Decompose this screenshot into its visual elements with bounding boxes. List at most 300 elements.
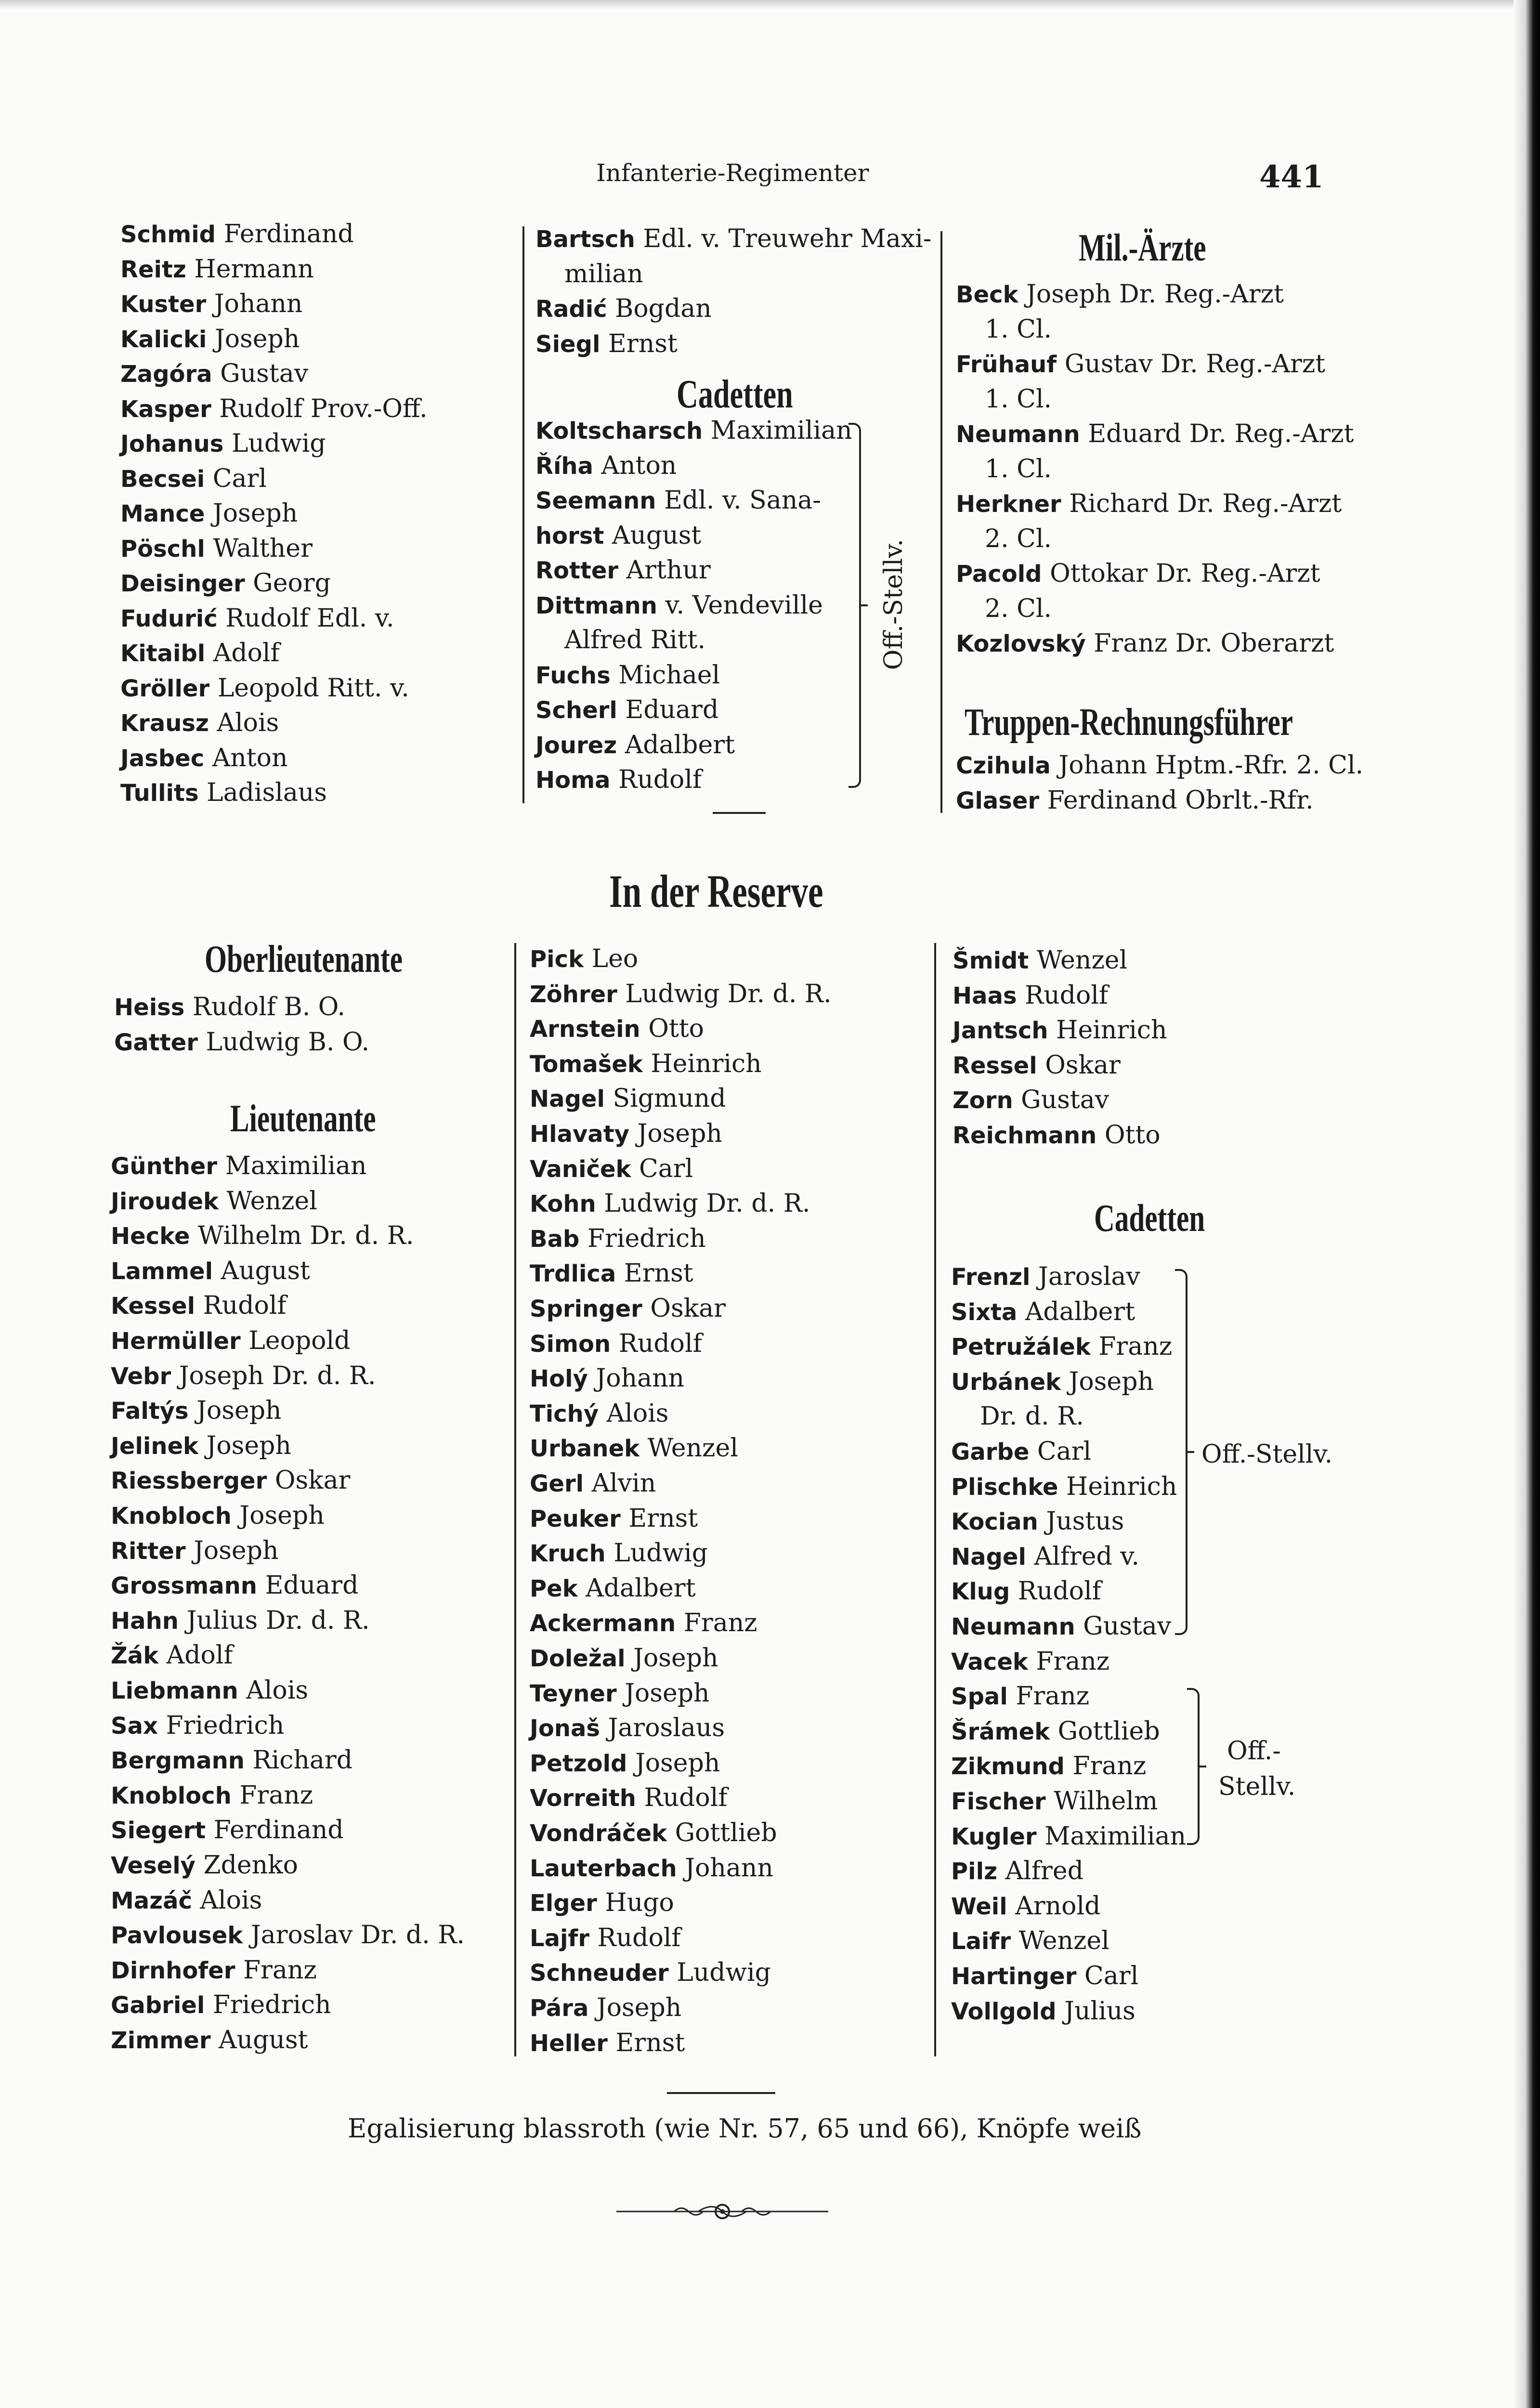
name-entry: [111, 1258, 310, 1283]
given-name: Alfred v.: [1034, 1542, 1140, 1571]
given-name: Gustav: [1021, 1086, 1109, 1115]
given-name: Gustav: [220, 359, 309, 388]
surname: Arnstein: [530, 1016, 640, 1043]
surname: Kozlovský: [956, 630, 1086, 657]
name-entry: [530, 1331, 702, 1356]
given-name: Richard: [252, 1746, 352, 1775]
given-name: Carl: [1084, 1962, 1139, 1990]
ornament-icon: [616, 2197, 828, 2228]
name-entry: [111, 1990, 331, 2020]
given-name: Leo: [591, 944, 639, 973]
name-entry: [535, 226, 931, 251]
given-name: Gottlieb: [1057, 1716, 1160, 1746]
given-name: Franz: [1016, 1682, 1090, 1711]
given-name: Leopold: [248, 1326, 351, 1355]
given-name: Rudolf: [618, 1329, 702, 1358]
surname: horst: [535, 522, 604, 550]
given-name: Otto: [648, 1014, 704, 1044]
surname: Petružálek: [951, 1334, 1091, 1361]
given-name: Adolf: [213, 639, 280, 667]
name-entry: [120, 361, 308, 386]
name-entry: [951, 1544, 1139, 1569]
name-entry: [530, 2030, 685, 2055]
surname: Dittmann: [535, 592, 657, 619]
surname: Zimmer: [111, 2027, 211, 2054]
name-entry: [535, 660, 720, 690]
given-name: Maximilian: [225, 1152, 367, 1180]
surname: Kitaibl: [120, 640, 206, 667]
name-entry: [956, 454, 1052, 484]
cadetten-heading: Cadetten: [1094, 1197, 1205, 1240]
given-name: Eduard: [265, 1571, 359, 1600]
given-name: Edl. v. Sana-: [664, 486, 821, 515]
given-name: Franz Dr. Oberarzt: [1094, 629, 1334, 658]
surname: Frühauf: [956, 351, 1057, 378]
surname: Neumann: [956, 421, 1080, 448]
off-stellv-label: Stellv.: [1218, 1772, 1296, 1801]
given-name: Anton: [212, 743, 288, 772]
surname: Deisinger: [120, 570, 245, 597]
given-name: August: [221, 1256, 310, 1285]
given-name: Franz: [683, 1609, 757, 1638]
surname: Lauterbach: [530, 1855, 677, 1882]
off-stellv-label: Off.-: [1227, 1737, 1281, 1766]
surname: Vollgold: [951, 1998, 1057, 2025]
surname: Pára: [530, 1995, 589, 2022]
name-entry: [951, 1821, 1186, 1851]
surname: Seemann: [535, 487, 656, 514]
given-name: Johann: [596, 1364, 685, 1393]
given-name: v. Vendeville: [665, 590, 823, 620]
given-name: Ludwig: [231, 429, 326, 458]
given-name: Rudolf B. O.: [192, 993, 345, 1021]
surname: Bartsch: [535, 226, 635, 253]
surname: Sax: [111, 1712, 158, 1740]
given-name: Rudolf: [644, 1783, 728, 1813]
given-name: 1. Cl.: [985, 314, 1052, 344]
given-name: Adalbert: [1025, 1297, 1135, 1326]
surname: Peuker: [530, 1505, 621, 1532]
name-entry: [951, 1858, 1083, 1884]
given-name: August: [219, 2026, 308, 2055]
name-entry: [120, 324, 300, 353]
name-entry: [951, 1926, 1109, 1956]
surname: Koltscharsch: [535, 418, 703, 445]
given-name: Gustav: [1083, 1612, 1172, 1641]
surname: Mazáč: [111, 1887, 192, 1914]
given-name: Justus: [1046, 1507, 1124, 1536]
given-name: Rudolf Prov.-Off.: [219, 394, 428, 423]
name-entry: [535, 259, 643, 288]
name-entry: [111, 1468, 351, 1493]
surname: Tichý: [530, 1400, 599, 1427]
name-entry: [530, 1191, 810, 1216]
name-entry: [111, 1923, 465, 1948]
given-name: Joseph: [625, 1678, 710, 1708]
name-entry: [530, 1610, 757, 1636]
given-name: 1. Cl.: [985, 384, 1052, 414]
name-entry: [111, 1573, 358, 1598]
name-entry: [530, 1261, 693, 1286]
given-name: Franz: [1098, 1332, 1173, 1361]
given-name: August: [612, 521, 702, 550]
name-entry: [530, 1506, 698, 1531]
name-entry: [951, 1891, 1101, 1921]
name-entry: [951, 1716, 1160, 1746]
given-name: Julius Dr. d. R.: [186, 1606, 370, 1635]
name-entry: [951, 1579, 1101, 1604]
given-name: Ludwig Dr. d. R.: [625, 979, 832, 1008]
name-entry: [530, 1748, 720, 1778]
surname: Grossmann: [111, 1572, 257, 1600]
given-name: Maximilian: [710, 416, 852, 445]
name-entry: [111, 1678, 308, 1703]
surname: Pick: [530, 946, 584, 973]
name-entry: [111, 1818, 344, 1843]
given-name: Rudolf Edl. v.: [225, 603, 394, 633]
given-name: Wenzel: [1018, 1926, 1109, 1956]
surname: Kohn: [530, 1191, 596, 1218]
name-entry: [956, 352, 1325, 377]
surname: Zagóra: [120, 361, 212, 388]
surname: Faltýs: [111, 1398, 189, 1425]
off-stellv-brace: [848, 423, 861, 788]
surname: Ritter: [111, 1537, 186, 1565]
given-name: Joseph: [635, 1748, 720, 1778]
given-name: Carl: [639, 1154, 693, 1183]
name-entry: [535, 523, 701, 548]
name-entry: [111, 1221, 414, 1251]
name-entry: [120, 396, 428, 421]
given-name: Alois: [246, 1676, 309, 1705]
surname: Laifr: [951, 1928, 1011, 1955]
name-entry: [111, 1291, 287, 1321]
name-entry: [951, 1509, 1124, 1534]
name-entry: [535, 590, 823, 620]
column-rule: [934, 943, 936, 2056]
name-entry: [111, 1363, 376, 1388]
name-entry: [956, 526, 1052, 551]
given-name: Arthur: [626, 556, 711, 585]
given-name: Oskar: [1045, 1050, 1121, 1080]
given-name: 2. Cl.: [985, 594, 1052, 623]
given-name: Oskar: [650, 1294, 726, 1323]
surname: Gerl: [530, 1470, 584, 1497]
name-entry: [120, 254, 314, 284]
name-entry: [535, 730, 735, 759]
given-name: Jaroslaus: [608, 1714, 725, 1743]
surname: Pavlousek: [111, 1922, 243, 1950]
given-name: Walther: [213, 534, 313, 563]
name-entry: [114, 1027, 370, 1057]
given-name: Bogdan: [615, 294, 712, 323]
surname: Schneuder: [530, 1960, 669, 1987]
surname: Jelinek: [111, 1432, 198, 1460]
surname: Kuster: [120, 291, 207, 318]
given-name: Heinrich: [1066, 1472, 1177, 1501]
name-entry: [535, 453, 677, 478]
name-entry: [956, 384, 1052, 414]
surname: Knobloch: [111, 1782, 232, 1809]
name-entry: [951, 1474, 1177, 1499]
surname: Kocian: [951, 1508, 1038, 1536]
name-entry: [530, 1436, 738, 1461]
given-name: Friedrich: [587, 1224, 706, 1253]
name-entry: [120, 571, 331, 596]
surname: Říha: [535, 452, 593, 480]
name-entry: [951, 1334, 1172, 1359]
name-entry: [530, 1646, 718, 1671]
surname: Reichmann: [953, 1122, 1097, 1149]
surname: Johanus: [120, 431, 224, 458]
cadetten-heading: Cadetten: [677, 372, 793, 417]
surname: Kasper: [120, 395, 211, 423]
given-name: Carl: [1037, 1437, 1092, 1466]
name-entry: [530, 1715, 725, 1741]
surname: Siegert: [111, 1817, 206, 1845]
surname: Teyner: [530, 1680, 617, 1707]
given-name: Ernst: [615, 2028, 685, 2057]
mil-aerzte-heading: Mil.-Ärzte: [1079, 227, 1206, 269]
column-rule: [514, 943, 516, 2056]
off-stellv-label: Off.-Stellv.: [879, 538, 909, 670]
surname: Weil: [951, 1893, 1007, 1920]
name-entry: [120, 780, 327, 805]
surname: Knobloch: [111, 1503, 232, 1530]
name-entry: [120, 291, 302, 316]
name-entry: [530, 1678, 710, 1708]
surname: Garbe: [951, 1439, 1030, 1466]
surname: Kessel: [111, 1293, 196, 1320]
name-entry: [530, 1853, 773, 1883]
given-name: Heinrich: [651, 1049, 762, 1078]
surname: Becsei: [120, 465, 205, 493]
surname: Bab: [530, 1225, 580, 1253]
name-entry: [111, 1885, 262, 1915]
given-name: Franz: [1036, 1647, 1110, 1676]
surname: Pacold: [956, 561, 1042, 588]
name-entry: [111, 1396, 282, 1426]
given-name: Ernst: [628, 1504, 698, 1533]
name-entry: [956, 596, 1052, 621]
given-name: Leopold Ritt. v.: [217, 673, 409, 703]
given-name: Gustav Dr. Reg.-Arzt: [1064, 350, 1326, 379]
surname: Elger: [530, 1890, 597, 1917]
given-name: Joseph: [196, 1396, 282, 1426]
name-entry: [530, 1086, 726, 1111]
surname: Hecke: [111, 1223, 190, 1250]
surname: Zöhrer: [530, 981, 617, 1008]
surname: Gatter: [114, 1029, 198, 1056]
name-entry: [530, 979, 832, 1008]
surname: Frenzl: [951, 1264, 1031, 1291]
name-entry: [111, 1186, 317, 1216]
name-entry: [535, 628, 705, 653]
surname: Lajfr: [530, 1924, 589, 1952]
given-name: Ludwig: [677, 1958, 771, 1988]
surname: Pek: [530, 1575, 578, 1602]
given-name: Ernst: [624, 1259, 693, 1288]
surname: Urbanek: [530, 1435, 640, 1463]
surname: Liebmann: [111, 1677, 238, 1704]
name-entry: [530, 946, 638, 971]
name-entry: [953, 1050, 1121, 1080]
given-name: Ferdinand Obrlt.-Rfr.: [1047, 785, 1314, 815]
name-entry: [956, 491, 1342, 516]
name-entry: [535, 558, 711, 583]
given-name: Joseph Dr. Reg.-Arzt: [1026, 280, 1284, 309]
surname: Günther: [111, 1153, 218, 1180]
given-name: Ludwig Dr. d. R.: [604, 1189, 810, 1218]
surname: Kugler: [951, 1823, 1037, 1850]
surname: Zorn: [953, 1087, 1013, 1114]
name-entry: [956, 421, 1354, 446]
surname: Jiroudek: [111, 1188, 219, 1215]
given-name: Sigmund: [613, 1084, 726, 1113]
given-name: Johann: [214, 289, 303, 318]
name-entry: [530, 1995, 681, 2020]
given-name: Joseph: [194, 1536, 279, 1565]
name-entry: [111, 1643, 233, 1668]
given-name: Joseph: [596, 1993, 682, 2022]
surname: Vorreith: [530, 1785, 636, 1812]
name-entry: [111, 1780, 313, 1810]
name-entry: [951, 1439, 1091, 1464]
name-entry: [111, 1748, 352, 1773]
name-entry: [111, 1328, 350, 1353]
reserve-heading: In der Reserve: [609, 865, 823, 917]
name-entry: [120, 431, 326, 456]
given-name: Gottlieb: [675, 1819, 777, 1847]
surname: Ackermann: [530, 1610, 676, 1637]
name-entry: [530, 1296, 726, 1321]
name-entry: [120, 710, 279, 735]
name-entry: [535, 296, 712, 321]
name-entry: [951, 1369, 1154, 1394]
given-name: Joseph: [1069, 1367, 1154, 1396]
truppen-heading: Truppen-Rechnungsführer: [965, 701, 1293, 744]
surname: Springer: [530, 1296, 642, 1322]
name-entry: [120, 222, 354, 247]
name-entry: [111, 1503, 325, 1528]
name-entry: [951, 1649, 1109, 1674]
surname: Hlavaty: [530, 1121, 629, 1148]
given-name: Joseph: [633, 1644, 718, 1673]
given-name: Carl: [212, 464, 267, 493]
off-stellv-label: Off.-Stellv.: [1201, 1440, 1333, 1469]
surname: Simon: [530, 1330, 611, 1358]
surname: Jonaš: [530, 1715, 600, 1742]
surname: Neumann: [951, 1613, 1075, 1640]
name-entry: [530, 1958, 771, 1988]
given-name: Ottokar Dr. Reg.-Arzt: [1050, 559, 1320, 588]
given-name: Rudolf: [1018, 1577, 1101, 1606]
given-name: Rudolf: [618, 765, 702, 794]
given-name: Alfred: [1005, 1857, 1083, 1886]
surname: Vacek: [951, 1648, 1028, 1675]
given-name: Alois: [606, 1399, 669, 1428]
name-entry: [951, 1614, 1171, 1639]
surname: Schmid: [120, 221, 216, 248]
surname: Hartinger: [951, 1963, 1077, 1990]
surname: Rotter: [535, 557, 619, 584]
lieutenante-heading: Lieutenante: [230, 1098, 376, 1140]
name-entry: [953, 983, 1108, 1008]
name-entry: [951, 1789, 1158, 1814]
name-entry: [530, 1401, 668, 1426]
name-entry: [530, 1226, 706, 1251]
scan-right-edge: [1514, 0, 1540, 2408]
surname: Kalicki: [120, 326, 207, 353]
name-entry: [530, 1573, 696, 1603]
surname: Dirnhofer: [111, 1957, 235, 1984]
given-name: Eduard: [625, 695, 719, 724]
surname: Jourez: [535, 732, 617, 759]
surname: Fischer: [951, 1788, 1046, 1815]
given-name: Alois: [217, 708, 279, 737]
name-entry: [953, 1018, 1167, 1043]
name-entry: [530, 1888, 674, 1918]
name-entry: [120, 743, 288, 772]
name-entry: [535, 331, 678, 356]
given-name: Otto: [1104, 1121, 1161, 1150]
surname: Radić: [535, 296, 607, 323]
name-entry: [530, 1541, 708, 1566]
surname: Vaniček: [530, 1155, 631, 1183]
surname: Fudurić: [120, 605, 218, 632]
surname: Kruch: [530, 1540, 606, 1568]
name-entry: [111, 1713, 284, 1738]
surname: Beck: [956, 281, 1018, 308]
given-name: Ladislaus: [207, 778, 327, 807]
given-name: Johann Hptm.-Rfr. 2. Cl.: [1058, 751, 1364, 780]
surname: Šmidt: [953, 947, 1029, 974]
name-entry: [530, 1820, 777, 1845]
given-name: Franz: [239, 1780, 313, 1810]
given-name: Joseph: [206, 1431, 291, 1460]
surname: Spal: [951, 1683, 1008, 1711]
surname: Vondráček: [530, 1820, 667, 1847]
given-name: Hermann: [194, 254, 314, 284]
given-name: Wilhelm: [1054, 1787, 1158, 1816]
name-entry: [120, 501, 298, 526]
surname: Jantsch: [953, 1017, 1048, 1045]
name-entry: [956, 561, 1320, 586]
name-entry: [951, 1754, 1146, 1779]
surname: Žák: [111, 1642, 159, 1670]
surname: Gabriel: [111, 1992, 205, 2019]
name-entry: [530, 1051, 762, 1076]
surname: Tullits: [120, 780, 199, 807]
given-name: Heinrich: [1056, 1016, 1167, 1045]
name-entry: [530, 1121, 722, 1146]
given-name: Friedrich: [166, 1711, 285, 1740]
given-name: Ludwig: [613, 1539, 708, 1568]
given-name: Dr. d. R.: [980, 1402, 1084, 1431]
given-name: milian: [564, 259, 643, 288]
surname: Hahn: [111, 1607, 179, 1635]
surname: Urbánek: [951, 1368, 1061, 1396]
given-name: Adalbert: [625, 730, 735, 759]
name-entry: [953, 1123, 1161, 1148]
given-name: Alfred Ritt.: [564, 626, 705, 654]
surname: Holý: [530, 1365, 588, 1393]
name-entry: [120, 536, 313, 561]
column-rule: [522, 226, 524, 803]
name-entry: [953, 948, 1127, 973]
name-entry: [530, 1925, 681, 1950]
given-name: Ludwig B. O.: [206, 1027, 370, 1057]
